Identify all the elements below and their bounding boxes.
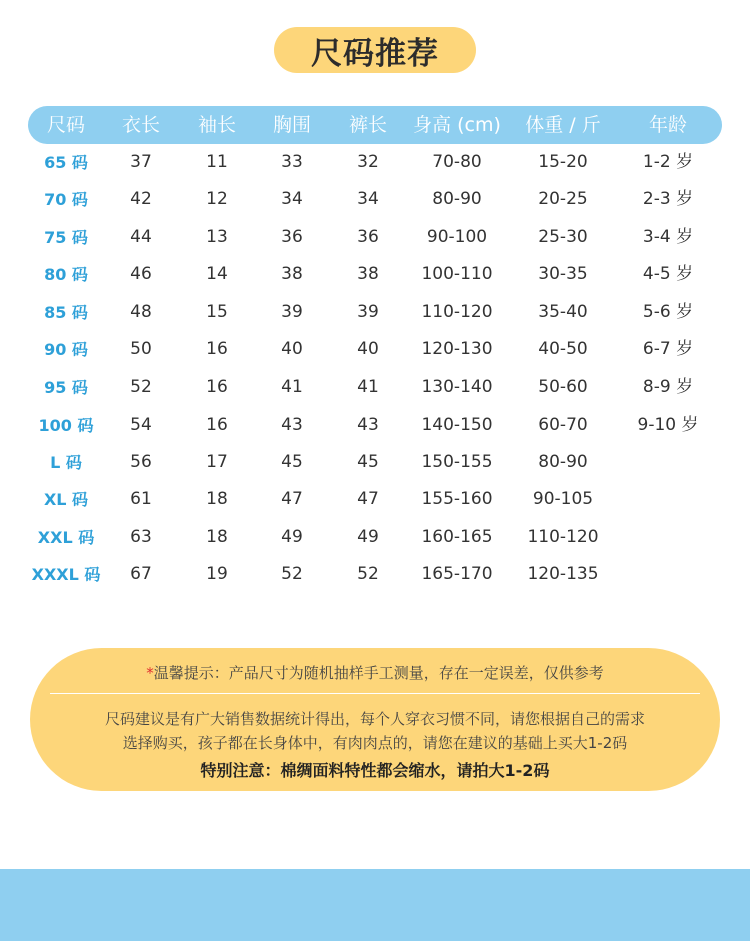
cell-top-length: 54	[130, 415, 152, 435]
cell-height: 130-140	[421, 377, 493, 397]
cell-size: 80 码	[44, 265, 88, 284]
cell-height: 70-80	[432, 152, 482, 172]
cell-sleeve-length: 15	[206, 302, 228, 322]
cell-chest: 43	[281, 415, 303, 435]
cell-weight: 30-35	[538, 264, 588, 284]
cell-top-length: 63	[130, 527, 152, 547]
cell-size: 75 码	[44, 228, 88, 247]
cell-pants-length: 45	[357, 452, 379, 472]
cell-size: XL 码	[43, 490, 89, 509]
cell-weight: 35-40	[538, 302, 588, 322]
table-row	[0, 444, 750, 481]
cell-height: 80-90	[432, 189, 482, 209]
cell-weight: 80-90	[538, 452, 588, 472]
cell-chest: 47	[281, 489, 303, 509]
header-age: 年龄	[648, 114, 688, 136]
cell-chest: 39	[281, 302, 303, 322]
cell-pants-length: 34	[357, 189, 379, 209]
cell-size: XXL 码	[37, 528, 95, 547]
table-row	[0, 519, 750, 556]
cell-chest: 36	[281, 227, 303, 247]
cell-weight: 60-70	[538, 415, 588, 435]
tip-notice-text: 温馨提示：产品尺寸为随机抽样手工测量，存在一定误差，仅供参考	[153, 664, 604, 682]
header-top-length: 衣长	[121, 114, 161, 136]
table-row	[0, 407, 750, 444]
cell-weight: 25-30	[538, 227, 588, 247]
cell-top-length: 50	[130, 339, 152, 359]
cell-chest: 33	[281, 152, 303, 172]
cell-chest: 49	[281, 527, 303, 547]
cell-sleeve-length: 16	[206, 377, 228, 397]
table-row	[0, 294, 750, 331]
cell-weight: 90-105	[532, 489, 594, 509]
cell-weight: 20-25	[538, 189, 588, 209]
cell-height: 120-130	[421, 339, 493, 359]
cell-pants-length: 32	[357, 152, 379, 172]
cell-sleeve-length: 16	[206, 415, 228, 435]
table-row	[0, 219, 750, 256]
cell-chest: 38	[281, 264, 303, 284]
table-row	[0, 181, 750, 218]
cell-age: 9-10 岁	[637, 415, 699, 435]
cell-top-length: 42	[130, 189, 152, 209]
cell-age: 5-6 岁	[642, 302, 694, 322]
cell-sleeve-length: 17	[206, 452, 228, 472]
tip-notice	[30, 662, 720, 683]
table-row	[0, 256, 750, 293]
cell-pants-length: 49	[357, 527, 379, 547]
cell-age: 4-5 岁	[642, 264, 694, 284]
page-title: 尺码推荐	[274, 27, 476, 73]
header-height: 身高 (cm)	[413, 114, 501, 136]
cell-chest: 45	[281, 452, 303, 472]
header-weight: 体重 / 斤	[525, 114, 601, 136]
tips-panel	[30, 648, 720, 791]
cell-top-length: 44	[130, 227, 152, 247]
cell-height: 90-100	[426, 227, 488, 247]
cell-size: 85 码	[44, 303, 88, 322]
cell-sleeve-length: 18	[206, 527, 228, 547]
cell-top-length: 61	[130, 489, 152, 509]
cell-age: 3-4 岁	[642, 227, 694, 247]
cell-height: 100-110	[421, 264, 493, 284]
cell-top-length: 52	[130, 377, 152, 397]
cell-pants-length: 52	[357, 564, 379, 584]
cell-pants-length: 47	[357, 489, 379, 509]
tip-special-note: 特别注意：棉绸面料特性都会缩水，请拍大1-2码	[200, 761, 550, 780]
cell-pants-length: 41	[357, 377, 379, 397]
cell-pants-length: 40	[357, 339, 379, 359]
cell-sleeve-length: 14	[206, 264, 228, 284]
cell-height: 150-155	[421, 452, 493, 472]
cell-chest: 52	[281, 564, 303, 584]
cell-height: 160-165	[421, 527, 493, 547]
header-sleeve-length: 袖长	[197, 114, 237, 136]
asterisk-mark: *	[146, 664, 154, 682]
cell-top-length: 37	[130, 152, 152, 172]
table-row	[0, 556, 750, 593]
cell-sleeve-length: 13	[206, 227, 228, 247]
cell-weight: 50-60	[538, 377, 588, 397]
table-row	[0, 369, 750, 406]
cell-age: 8-9 岁	[642, 377, 694, 397]
cell-weight: 110-120	[527, 527, 599, 547]
cell-top-length: 48	[130, 302, 152, 322]
cell-height: 155-160	[421, 489, 493, 509]
cell-weight: 120-135	[527, 564, 599, 584]
bottom-band	[0, 869, 750, 941]
cell-weight: 15-20	[538, 152, 588, 172]
cell-weight: 40-50	[538, 339, 588, 359]
cell-height: 140-150	[421, 415, 493, 435]
cell-pants-length: 36	[357, 227, 379, 247]
cell-top-length: 67	[130, 564, 152, 584]
size-table-header	[28, 106, 722, 144]
cell-age: 1-2 岁	[642, 152, 694, 172]
cell-size: L 码	[50, 453, 82, 472]
cell-size: 65 码	[44, 153, 88, 172]
tips-divider	[50, 693, 700, 694]
cell-chest: 41	[281, 377, 303, 397]
cell-top-length: 46	[130, 264, 152, 284]
cell-top-length: 56	[130, 452, 152, 472]
cell-age: 2-3 岁	[642, 189, 694, 209]
cell-chest: 34	[281, 189, 303, 209]
cell-pants-length: 38	[357, 264, 379, 284]
cell-pants-length: 39	[357, 302, 379, 322]
cell-sleeve-length: 11	[206, 152, 228, 172]
cell-chest: 40	[281, 339, 303, 359]
cell-size: 90 码	[44, 340, 88, 359]
table-row	[0, 331, 750, 368]
cell-sleeve-length: 12	[206, 189, 228, 209]
header-chest: 胸围	[272, 114, 312, 136]
tip-advice-line-2: 选择购买，孩子都在长身体中，有肉肉点的，请您在建议的基础上买大1-2码	[122, 734, 628, 752]
header-size: 尺码	[46, 114, 86, 136]
cell-sleeve-length: 19	[206, 564, 228, 584]
cell-size: 100 码	[38, 416, 94, 435]
header-pants-length: 裤长	[348, 114, 388, 136]
cell-pants-length: 43	[357, 415, 379, 435]
table-row	[0, 144, 750, 181]
cell-height: 165-170	[421, 564, 493, 584]
tip-advice-line-1: 尺码建议是有广大销售数据统计得出，每个人穿衣习惯不同，请您根据自己的需求	[104, 710, 645, 728]
cell-size: 70 码	[44, 190, 88, 209]
cell-size: XXXL 码	[31, 565, 101, 584]
table-row	[0, 481, 750, 518]
cell-height: 110-120	[421, 302, 493, 322]
cell-size: 95 码	[44, 378, 88, 397]
cell-age: 6-7 岁	[642, 339, 694, 359]
cell-sleeve-length: 16	[206, 339, 228, 359]
cell-sleeve-length: 18	[206, 489, 228, 509]
